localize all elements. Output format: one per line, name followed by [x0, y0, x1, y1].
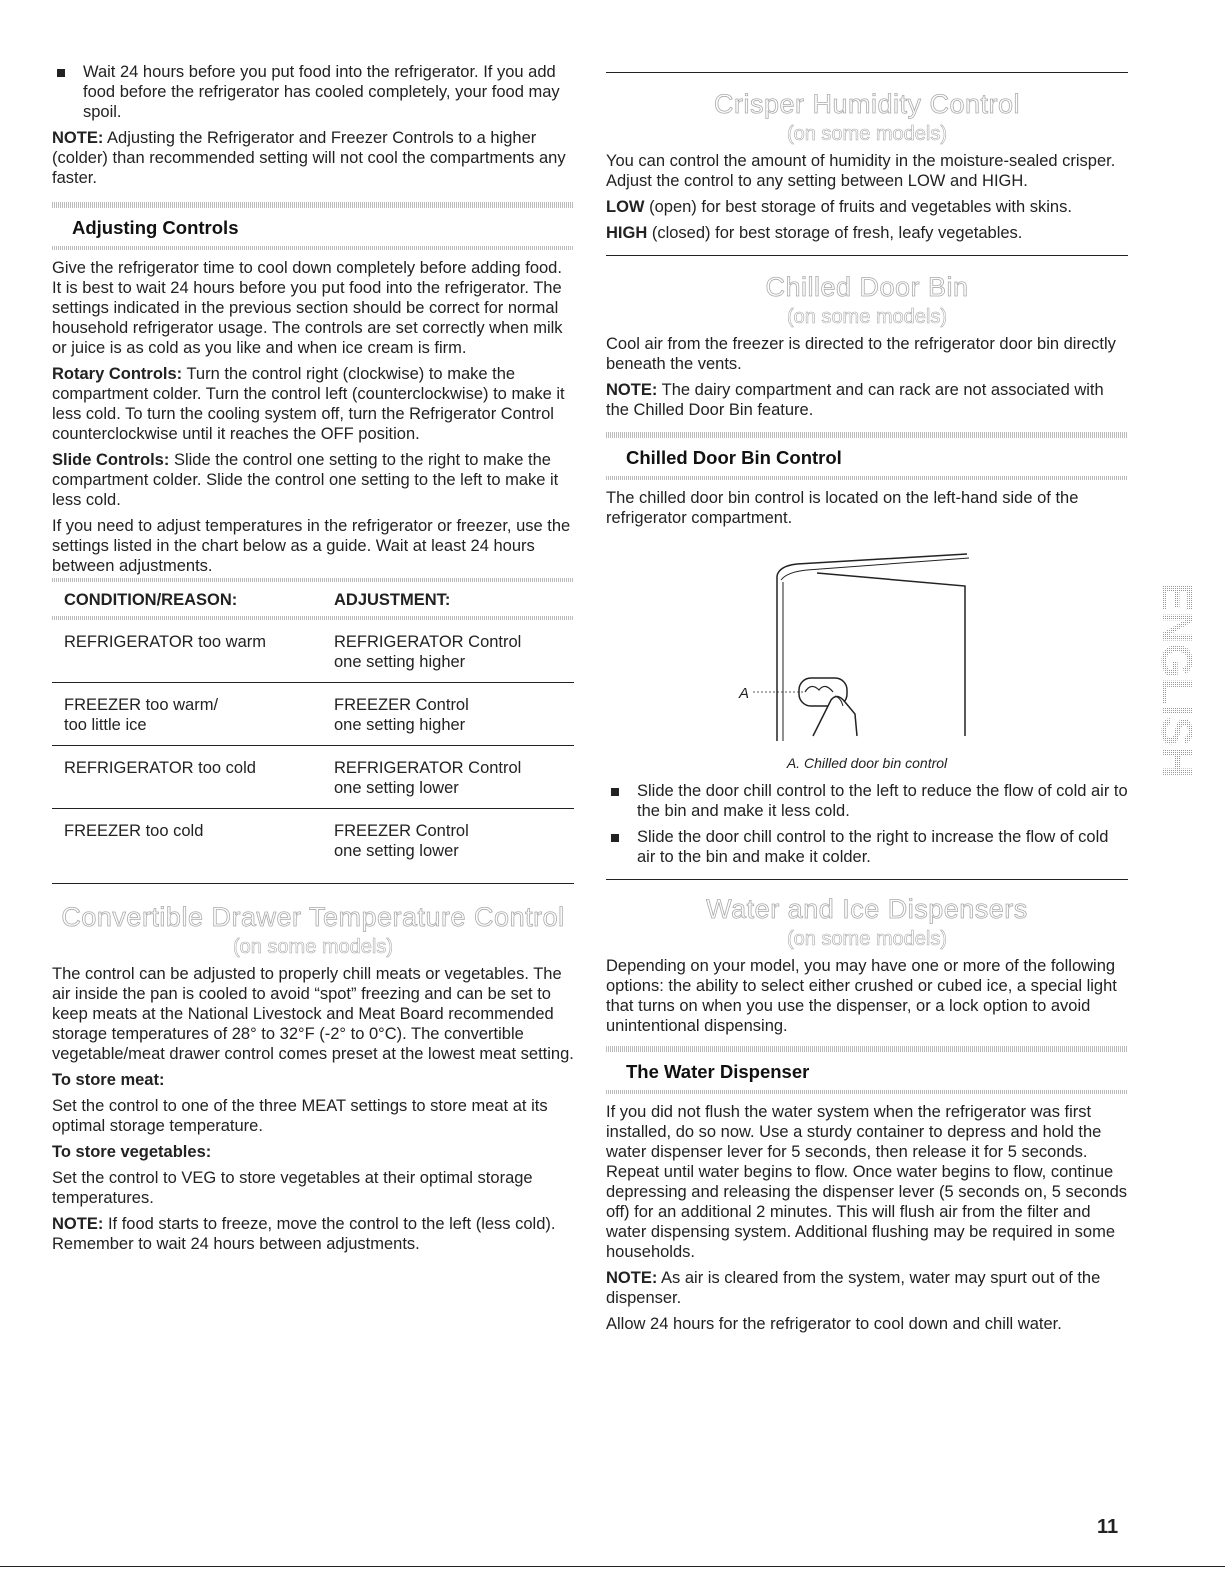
chilled-control-paragraph: The chilled door bin control is located on the left-hand side of the refrigerator compartment.	[606, 489, 1079, 527]
table-cell: FREEZER Control	[334, 696, 469, 714]
chilled-bullet	[606, 827, 1128, 867]
water-note-paragraph	[606, 1268, 1128, 1308]
side-tab-label: ENGLISH	[1152, 582, 1201, 778]
table-row	[52, 620, 574, 683]
adjusting-intro-paragraph: Give the refrigerator time to cool down completely before adding food. It is best to wait 24 hours before you put food into the refrigerator. The settings indicated in the previous section should be correct for normal household refrigerator usage. The controls are set correctly when milk or juice is as cold as you like and when ice cream is firm.	[52, 259, 563, 357]
left-column	[52, 62, 574, 1260]
chilled-intro-paragraph: Cool air from the freezer is directed to the refrigerator door bin directly beneath the vents.	[606, 335, 1116, 373]
table-cell: one setting lower	[334, 779, 459, 797]
bullet-square-icon	[57, 69, 65, 77]
water-ice-dispensers-subheading: (on some models)	[786, 928, 948, 950]
crisper-low-paragraph	[606, 197, 1128, 217]
chilled-bullet-text: Slide the door chill control to the left to reduce the flow of cold air to the bin and make it less cold.	[637, 782, 1128, 820]
water-intro-paragraph: Depending on your model, you may have one or more of the following options: the ability to select either crushed or cubed ice, a special light that turns on when you use the dispenser, or a lock option to avoid unintentional dispensing.	[606, 957, 1117, 1035]
slide-text: Slide the control one setting to the right to make the compartment colder. Slide the control one setting to the left to make it less cold.	[52, 451, 559, 509]
page-bottom-rule	[0, 1566, 1225, 1567]
water-flush-paragraph: If you did not flush the water system when the refrigerator was first installed, do so now. Use a sturdy container to depress and hold the water dispenser lever for 5 seconds, then release it for 5 seconds. Repeat until water begins to flow. Once water begins to flow, continue depressing and releasing the dispenser lever (5 seconds on, 5 seconds off) for an additional 2 minutes. This will flush air from the filter and water dispensing system. Additional flushing may be required in some households.	[606, 1103, 1127, 1261]
crisper-high-paragraph	[606, 223, 1128, 243]
table-header-adjustment: ADJUSTMENT:	[334, 591, 451, 609]
store-meat-text: Set the control to one of the three MEAT settings to store meat at its optimal storage temperature.	[52, 1097, 548, 1135]
table-cell: FREEZER Control	[334, 822, 469, 840]
callout-label-a: A	[739, 685, 750, 702]
water-allow-paragraph: Allow 24 hours for the refrigerator to cool down and chill water.	[606, 1315, 1062, 1333]
table-cell: REFRIGERATOR too cold	[64, 759, 256, 777]
chilled-door-bin-heading: Chilled Door Bin	[765, 272, 969, 302]
table-cell: FREEZER too cold	[64, 822, 204, 840]
high-text: (closed) for best storage of fresh, leafy vegetables.	[651, 224, 1023, 242]
table-cell: too little ice	[64, 716, 147, 734]
chilled-door-bin-subheading: (on some models)	[786, 306, 948, 328]
table-row	[52, 809, 574, 884]
table-cell: one setting lower	[334, 842, 459, 860]
bullet-square-icon	[611, 834, 619, 842]
table-cell: REFRIGERATOR Control	[334, 759, 522, 777]
table-cell: REFRIGERATOR too warm	[64, 633, 267, 651]
crisper-humidity-subheading: (on some models)	[786, 123, 948, 145]
low-label: LOW	[606, 198, 645, 216]
chilled-bullet	[606, 781, 1128, 821]
crisper-intro-paragraph: You can control the amount of humidity in the moisture-sealed crisper. Adjust the control to any setting between LOW and HIGH.	[606, 152, 1116, 190]
note-text: Adjusting the Refrigerator and Freezer Controls to a higher (colder) than recommended setting will not cool the compartments any faster.	[52, 129, 566, 187]
language-side-tab	[1148, 572, 1201, 788]
rotary-paragraph	[52, 364, 574, 444]
figure-caption: A. Chilled door bin control	[786, 755, 948, 771]
table-cell: FREEZER too warm/	[64, 696, 219, 714]
low-text: (open) for best storage of fruits and vegetables with skins.	[649, 198, 1072, 216]
crisper-humidity-heading: Crisper Humidity Control	[713, 89, 1021, 119]
note-text: As air is cleared from the system, water may spurt out of the dispenser.	[606, 1269, 1101, 1307]
note-label: NOTE:	[606, 1269, 658, 1287]
water-dispenser-heading: The Water Dispenser	[626, 1061, 810, 1082]
convertible-drawer-heading: Convertible Drawer Temperature Control	[61, 902, 565, 932]
page-number: 11	[1097, 1516, 1119, 1538]
chilled-door-bin-figure	[606, 546, 1128, 751]
intro-bullet-text: Wait 24 hours before you put food into the refrigerator. If you add food before the refrigerator has cooled completely, your food may spoil.	[83, 63, 560, 121]
chart-intro-paragraph: If you need to adjust temperatures in the refrigerator or freezer, use the settings listed in the chart below as a guide. Wait at least 24 hours between adjustments.	[52, 517, 571, 575]
intro-bullet	[52, 62, 574, 122]
note-label: NOTE:	[52, 129, 104, 147]
convertible-drawer-subheading: (on some models)	[232, 936, 394, 958]
store-vegetables-text: Set the control to VEG to store vegetables at their optimal storage temperatures.	[52, 1169, 533, 1207]
high-label: HIGH	[606, 224, 648, 242]
note-label: NOTE:	[52, 1215, 104, 1233]
note-paragraph	[52, 128, 574, 188]
adjusting-controls-heading: Adjusting Controls	[72, 217, 239, 238]
table-cell: one setting higher	[334, 653, 466, 671]
water-ice-dispensers-heading: Water and Ice Dispensers	[706, 894, 1028, 924]
rotary-label: Rotary Controls:	[52, 365, 183, 383]
table-row	[52, 746, 574, 809]
table-row	[52, 683, 574, 746]
chilled-bullet-text: Slide the door chill control to the right to increase the flow of cold air to the bin and make it colder.	[637, 828, 1109, 866]
adjustment-table	[52, 582, 574, 884]
note-text: The dairy compartment and can rack are not associated with the Chilled Door Bin feature.	[606, 381, 1104, 419]
bullet-square-icon	[611, 788, 619, 796]
table-header-row	[52, 582, 574, 616]
slide-paragraph	[52, 450, 574, 510]
table-cell: REFRIGERATOR Control	[334, 633, 522, 651]
rotary-text: Turn the control right (clockwise) to make the compartment colder. Turn the control left (counterclockwise) to make it less cold. To turn the cooling system off, turn the Refrigerator Control counterclockwise until it reaches the OFF position.	[52, 365, 565, 443]
right-column	[606, 62, 1128, 1340]
note-text: If food starts to freeze, move the control to the left (less cold). Remember to wait 24 hours between adjustments.	[52, 1215, 556, 1253]
store-vegetables-heading: To store vegetables:	[52, 1143, 212, 1161]
table-header-condition: CONDITION/REASON:	[64, 591, 238, 609]
convertible-intro-paragraph: The control can be adjusted to properly chill meats or vegetables. The air inside the pan is cooled to avoid “spot” freezing and can be set to keep meats at the National Livestock and Meat Board recommended storage temperatures of 28° to 32°F (-2° to 0°C). The convertible vegetable/meat drawer control comes preset at the lowest meat setting.	[52, 965, 574, 1063]
chilled-note-paragraph	[606, 380, 1128, 420]
door-bin-diagram	[737, 546, 997, 746]
chilled-door-bin-control-heading: Chilled Door Bin Control	[626, 447, 842, 468]
note-label: NOTE:	[606, 381, 658, 399]
table-cell: one setting higher	[334, 716, 466, 734]
convertible-note-paragraph	[52, 1214, 574, 1254]
store-meat-heading: To store meat:	[52, 1071, 165, 1089]
slide-label: Slide Controls:	[52, 451, 170, 469]
